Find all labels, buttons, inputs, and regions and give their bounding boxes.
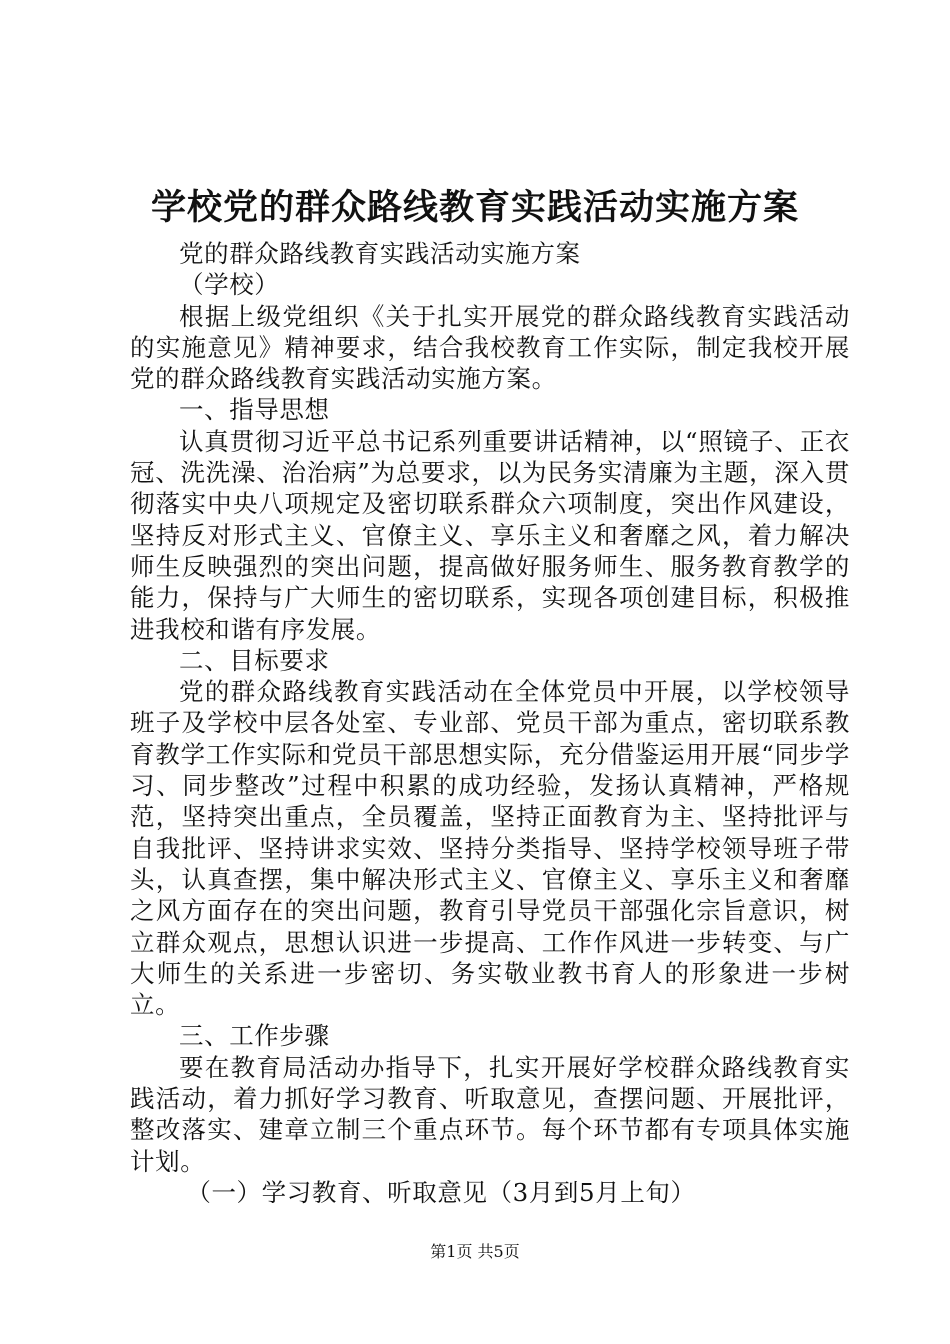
section-heading-goals: 二、目标要求: [179, 645, 330, 675]
page-number-footer: 第1页 共5页: [430, 1242, 520, 1261]
subsection-heading-study: （一）学习教育、听取意见（3月到5月上旬）: [186, 1177, 696, 1207]
guiding-ideology-paragraph: 认真贯彻习近平总书记系列重要讲话精神，以“照镜子、正衣冠、洗洗澡、治治病”为总要求，以为民务实清廉为主题，深入贯彻落实中央八项规定及密切联系群众六项制度，突出作风建设，坚持反对形式主义、官僚主义、享乐主义和奢靡之风，着力解决师生反映强烈的突出问题，提高做好服务师生、服务教育教学的能力，保持与广大师生的密切联系，实现各项创建目标，积极推进我校和谐有序发展。: [130, 426, 850, 644]
document-title: 学校党的群众路线教育实践活动实施方案: [150, 187, 799, 228]
goals-paragraph: 党的群众路线教育实践活动在全体党员中开展，以学校领导班子及学校中层各处室、专业部、党员干部为重点，密切联系教育教学工作实际和党员干部思想实际，充分借鉴运用开展“同步学习、同步整改”过程中积累的成功经验，发扬认真精神，严格规范，坚持突出重点，全员覆盖，坚持正面教育为主、坚持批评与自我批评、坚持讲求实效、坚持分类指导、坚持学校领导班子带头，认真查摆，集中解决形式主义、官僚主义、享乐主义和奢靡之风方面存在的突出问题，教育引导党员干部强化宗旨意识，树立群众观点，思想认识进一步提高、工作作风进一步转变、与广大师生的关系进一步密切、务实敬业教书育人的形象进一步树立。: [130, 677, 850, 1020]
section-heading-guiding-ideology: 一、指导思想: [179, 395, 330, 425]
intro-paragraph: 根据上级党组织《关于扎实开展党的群众路线教育实践活动的实施意见》精神要求，结合我校教育工作实际，制定我校开展党的群众路线教育实践活动实施方案。: [130, 301, 850, 394]
section-heading-work-steps: 三、工作步骤: [179, 1021, 330, 1051]
work-steps-paragraph: 要在教育局活动办指导下，扎实开展好学校群众路线教育实践活动，着力抓好学习教育、听取意见，查摆问题、开展批评，整改落实、建章立制三个重点环节。每个环节都有专项具体实施计划。: [130, 1052, 850, 1176]
school-label-paragraph: （学校）: [179, 270, 280, 300]
document-body: [130, 238, 850, 1208]
subtitle-paragraph: 党的群众路线教育实践活动实施方案: [179, 239, 581, 268]
